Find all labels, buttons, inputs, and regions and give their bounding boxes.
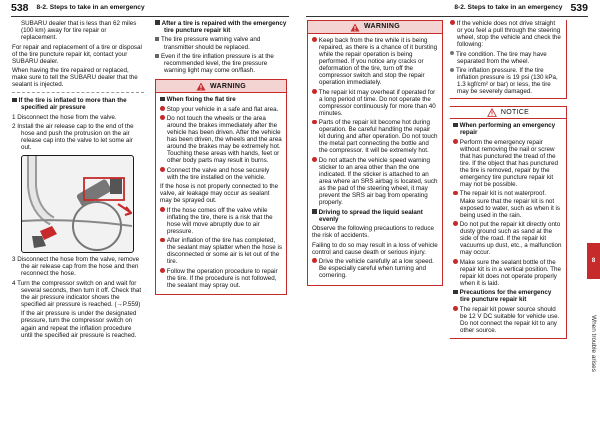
red-bullet-icon: [160, 167, 165, 172]
notice-item: Do not put the repair kit directly onto dusty ground such as sand at the side of the road. If the repair kit vacuums up dust, etc., a malfunction may occur.: [453, 221, 562, 256]
notice-title: NOTICE: [500, 109, 530, 117]
right-section-title: 8-2. Steps to take in an emergency: [454, 4, 563, 11]
paragraph: SUBARU dealer that is less than 62 miles (100 km) away for tire repair or replacement.: [21, 20, 137, 42]
notice-header: [450, 107, 566, 119]
bullet-icon: [450, 68, 454, 72]
warning-item: Drive the vehicle carefully at a low speed. Be especially careful when turning and cornering.: [312, 258, 438, 279]
warning-title: WARNING: [364, 23, 400, 31]
red-bullet-icon: [312, 120, 317, 125]
square-bullet-icon: [160, 97, 165, 102]
warning-title: WARNING: [210, 82, 246, 90]
column-2: [155, 20, 287, 295]
right-page-header: [308, 0, 588, 14]
red-bullet-icon: [453, 306, 458, 311]
warning-item: Follow the operation procedure to repair the tire. If the procedure is not followed, the sealant may spray out.: [160, 268, 282, 289]
step-1: 1 Disconnect the hose from the valve.: [12, 113, 117, 121]
dash-item: Tire condition. The tire may have separated from the wheel.: [450, 51, 562, 65]
red-bullet-icon: [312, 89, 317, 94]
bullet-icon: [450, 51, 454, 55]
red-bullet-icon: [453, 221, 458, 226]
warning-item: After inflation of the tire has completed, the sealant may splatter when the hose is disconnected or some air is let out of the tire.: [160, 237, 282, 265]
notice-item: Perform the emergency repair without removing the nail or screw that has punctured the tread of the tire. If the object that has punctured the tire is removed, repair by the emergency tire puncture repair kit may not be possible.: [453, 139, 562, 188]
column-1: [12, 20, 144, 341]
left-header-rule: [11, 16, 289, 17]
warning-item: Do not attach the vehicle speed warning sticker to an area other than the one indicated. If the sticker is attached to an area where an SRS airbag is located, such as the pad of the steering wheel, it may prevent the SRS air bag from operating properly.: [312, 157, 438, 206]
square-bullet-icon: [312, 209, 317, 214]
list-item: Even if the tire inflation pressure is at the recommended level, the tire pressure warning light may come on/flash.: [155, 53, 287, 74]
warning-continuation-box: [450, 20, 567, 99]
warning-item: If the hose comes off the valve while inflating the tire, there is a risk that the hose will move abruptly due to air pressure.: [160, 207, 282, 235]
chapter-tab: 8: [587, 243, 600, 279]
warning-item: Keep back from the tire while it is being repaired, as there is a chance of it bursting while the repair operation is being performed. If you notice any cracks or deformation of the tire, turn off the compressor switch and stop the repair operation immediately.: [312, 37, 438, 86]
red-bullet-icon: [160, 207, 165, 212]
notice-item: The repair kit is not waterproof. Make sure that the repair kit is not exposed to water, such as when it is being used in the rain.: [453, 190, 562, 218]
square-bullet-icon: [12, 98, 17, 103]
warning-subheading: Driving to spread the liquid sealant evenly: [312, 209, 438, 223]
step-2: 2 Install the air release cap to the end of the hose and push the protrusion on the air release cap into the valve to let some air out.: [12, 123, 134, 152]
warning-item: The repair kit may overheat if operated for a long period of time. Do not operate the compressor continuously for more than 40 minutes.: [312, 89, 438, 117]
warning-paragraph: Failing to do so may result in a loss of vehicle control and cause death or serious injury.: [312, 241, 438, 256]
subheading: If the tire is inflated to more than the specified air pressure: [12, 97, 144, 111]
red-bullet-icon: [160, 268, 165, 273]
right-header-rule: [306, 16, 588, 17]
red-bullet-icon: [453, 191, 458, 196]
red-bullet-icon: [160, 115, 165, 120]
warning-header: [156, 80, 286, 93]
red-bullet-icon: [312, 258, 317, 263]
column-3: [307, 20, 443, 286]
subheading: After a tire is repaired with the emergency tire puncture repair kit: [155, 20, 287, 34]
notice-subheading: When performing an emergency repair: [453, 122, 562, 136]
red-bullet-icon: [160, 106, 165, 111]
warning-triangle-icon: [350, 23, 360, 32]
warning-paragraph: If the hose is not properly connected to the valve, air leakage may occur as sealant may be sprayed out.: [160, 183, 279, 205]
warning-subheading: When fixing the flat tire: [160, 96, 282, 103]
warning-item: Parts of the repair kit become hot during operation. Be careful handling the repair kit during and after operation. Do not touch the metal part connecting the bottle and the compressor. It will be extremely hot.: [312, 119, 438, 154]
warning-item: Do not touch the wheels or the area around the brakes immediately after the vehicle has been driven. After the vehicle has been driven, the wheels and the area around the brakes may be extremely hot. Touching these areas with hands, feet or other body parts may result in burns.: [160, 115, 282, 164]
square-bullet-icon: [453, 123, 458, 128]
divider: [12, 92, 144, 93]
column-4: [450, 20, 567, 339]
warning-item: Connect the valve and hose securely with the tire installed on the vehicle.: [160, 167, 282, 181]
left-page-number: 538: [11, 2, 29, 14]
paragraph: For repair and replacement of a tire or disposal of the tire puncture repair kit, contact your SUBARU dealer.: [12, 43, 142, 65]
red-bullet-icon: [453, 139, 458, 144]
square-bullet-icon: [453, 290, 458, 295]
left-page-header: [11, 0, 289, 14]
list-item: The tire pressure warning valve and transmitter should be replaced.: [155, 36, 287, 50]
right-page-number: 539: [570, 2, 588, 14]
step-3: 3 Disconnect the hose from the valve, remove the air release cap from the hose and then reconnect the hose.: [12, 256, 140, 278]
warning-item: Stop your vehicle in a safe and flat area.: [160, 106, 282, 113]
left-section-title: 8-2. Steps to take in an emergency: [36, 4, 145, 11]
square-bullet-icon: [155, 20, 160, 25]
step-4: 4 Turn the compressor switch on and wait for several seconds, then turn it off. Check that the air pressure indicator shows the specified air pressure is reached. (→P.559): [12, 279, 142, 308]
warning-header: [308, 21, 442, 34]
paragraph: If the air pressure is under the designated pressure, turn the compressor switch on again and repeat the inflation procedure until the specified air pressure is reached.: [21, 310, 137, 339]
red-bullet-icon: [453, 259, 458, 264]
notice-subheading: Precautions for the emergency tire puncture repair kit: [453, 289, 562, 303]
chapter-side-label: When trouble arises: [589, 314, 597, 372]
paragraph: When having the tire repaired or replaced, make sure to tell the SUBARU dealer that the sealant is injected.: [12, 67, 138, 89]
warning-triangle-icon: [196, 82, 206, 91]
air-release-illustration: [21, 155, 134, 253]
notice-item: The repair kit power source should be 12 V DC suitable for vehicle use. Do not connect the repair kit to any other source.: [453, 306, 562, 334]
warning-box: [155, 79, 287, 295]
square-bullet-icon: [155, 54, 159, 58]
square-bullet-icon: [155, 37, 159, 41]
dash-item: Tire inflation pressure. If the tire inflation pressure is 19 psi (130 kPa, 1.3 kgf/cm² or bar) or less, the tire may be severely damaged.: [450, 67, 562, 95]
red-bullet-icon: [312, 37, 317, 42]
red-bullet-icon: [450, 20, 455, 25]
warning-item: If the vehicle does not drive straight or you feel a pull through the steering wheel, stop the vehicle and check the following:: [450, 20, 562, 48]
warning-paragraph: Observe the following precautions to reduce the risk of accidents.: [312, 225, 434, 240]
red-bullet-icon: [312, 157, 317, 162]
red-bullet-icon: [160, 238, 165, 243]
notice-box: [450, 106, 567, 339]
warning-box: [307, 20, 443, 286]
notice-triangle-icon: [487, 108, 497, 117]
notice-item: Make sure the sealant bottle of the repair kit is in a vertical position. The repair kit does not operate properly when it is laid.: [453, 259, 562, 287]
